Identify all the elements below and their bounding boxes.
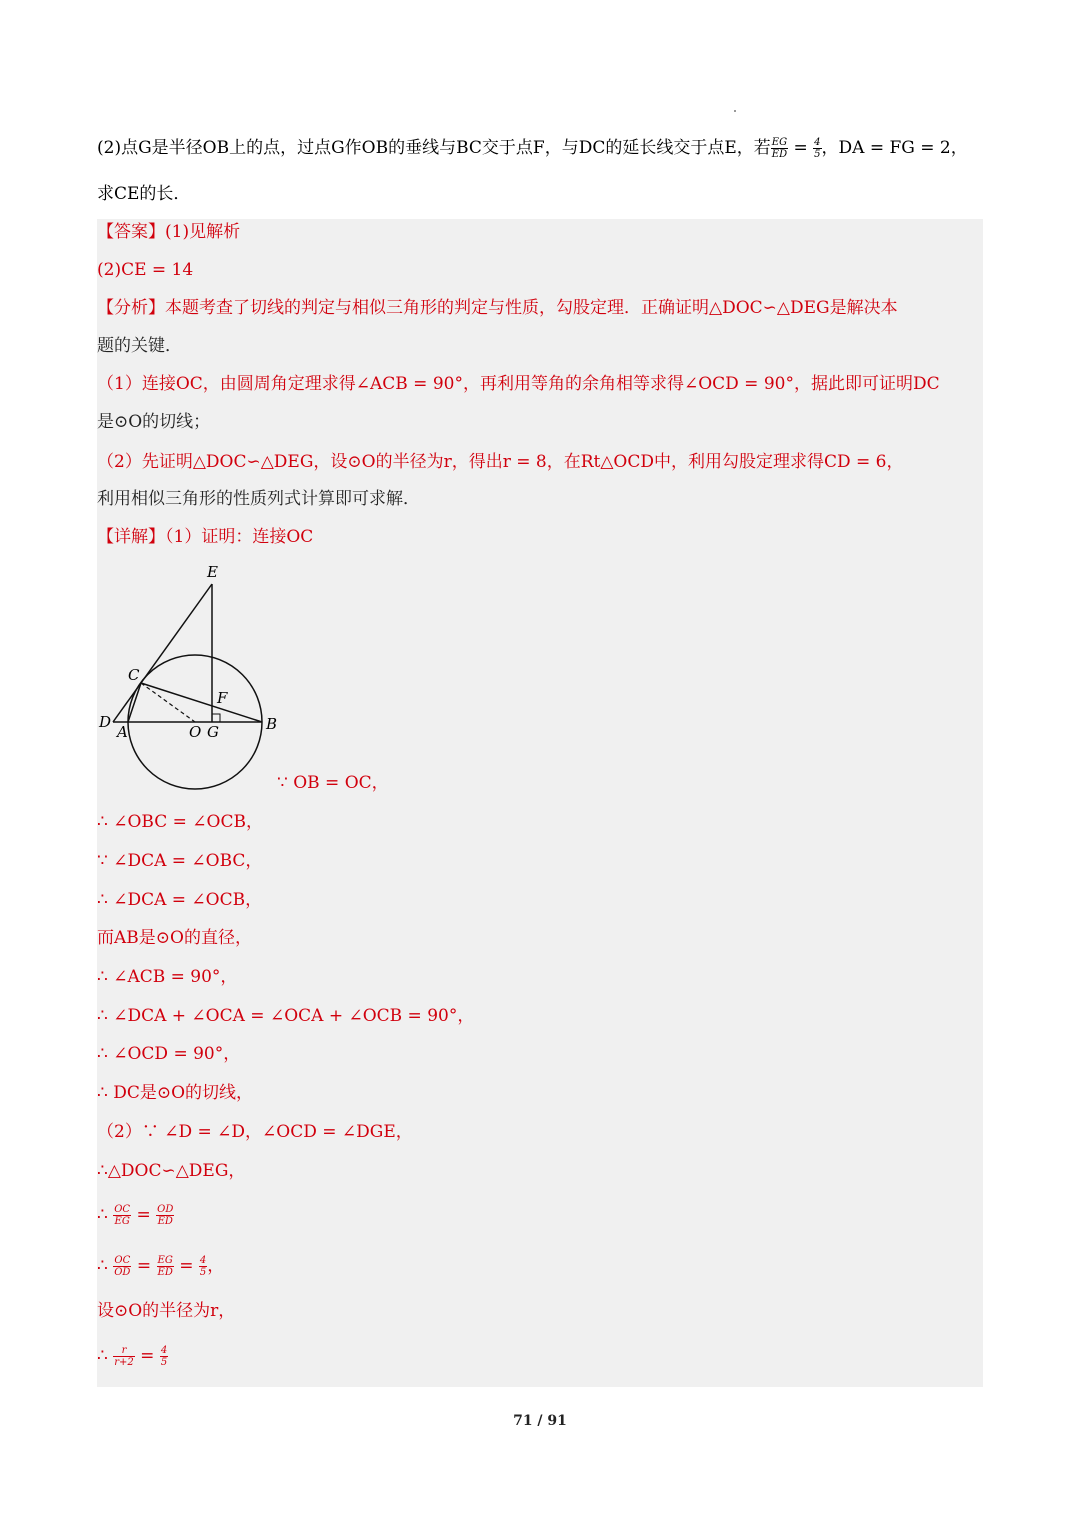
- denominator: EG: [114, 1216, 130, 1227]
- numerator: OC: [114, 1255, 131, 1266]
- therefore: ∴: [97, 1346, 108, 1366]
- equals: =: [131, 1205, 157, 1225]
- question-line-1: [97, 136, 968, 160]
- denominator: ED: [771, 149, 788, 160]
- equals: =: [134, 1346, 160, 1366]
- denominator: 5: [160, 1357, 168, 1368]
- fraction-eg-ed-2: [157, 1255, 174, 1278]
- fraction-line-3: [97, 1344, 168, 1368]
- denominator: ED: [157, 1267, 173, 1278]
- page-number: 71 / 91: [513, 1413, 567, 1429]
- numerator: EG: [157, 1255, 173, 1266]
- answer-part2: (2)CE = 14: [97, 260, 194, 280]
- line-cb: [141, 683, 262, 722]
- therefore: ∴: [97, 1256, 108, 1276]
- analysis-line-1: 【分析】本题考查了切线的判定与相似三角形的判定与性质，勾股定理．正确证明△DOC∽△DEG是解决本: [97, 298, 898, 318]
- numerator: r: [113, 1345, 135, 1357]
- step-4: ∴ ∠DCA = ∠OCB，: [97, 890, 263, 910]
- fraction-eg-ed: [771, 137, 788, 160]
- analysis-line-4: 是⊙O的切线；: [97, 412, 211, 432]
- analysis-line-2: 题的关键．: [97, 336, 182, 356]
- label-f: F: [217, 689, 228, 707]
- denominator: 5: [199, 1267, 207, 1278]
- label-a: A: [117, 723, 128, 741]
- step-2: ∴ ∠OBC = ∠OCB，: [97, 812, 263, 832]
- step-1: ∵ OB = OC，: [277, 773, 389, 793]
- geometry-figure: [97, 559, 287, 795]
- analysis-line-5: （2）先证明△DOC∽△DEG，设⊙O的半径为r，得出r = 8，在Rt△OCD中，利用勾股定理求得CD = 6，: [97, 452, 904, 472]
- question-text-end: ，DA = FG = 2，: [821, 138, 968, 158]
- speck: [734, 110, 736, 112]
- label-e: E: [207, 563, 218, 581]
- numerator: EG: [771, 137, 788, 148]
- label-d: D: [99, 713, 112, 731]
- right-angle-mark: [212, 714, 220, 722]
- numerator: OD: [157, 1204, 174, 1215]
- fraction-oc-eg: [113, 1204, 131, 1227]
- fraction-od-ed: [156, 1204, 174, 1227]
- fraction-line-2: [97, 1254, 224, 1278]
- line-oc-dashed: [141, 683, 195, 722]
- analysis-line-3: （1）连接OC，由圆周角定理求得∠ACB = 90°，再利用等角的余角相等求得∠OCD = 90°，据此即可证明DC: [97, 374, 940, 394]
- denominator: r+2: [114, 1357, 134, 1368]
- numerator: OC: [114, 1204, 131, 1215]
- equals: =: [131, 1256, 157, 1276]
- analysis-line-6: 利用相似三角形的性质列式计算即可求解．: [97, 489, 420, 509]
- fraction-4-5-3: [160, 1345, 168, 1368]
- step-9: ∴ DC是⊙O的切线，: [97, 1083, 254, 1103]
- detail-head: 【详解】（1）证明：连接OC: [97, 527, 314, 547]
- equals: =: [173, 1256, 199, 1276]
- post: ，: [207, 1256, 225, 1276]
- step-3: ∵ ∠DCA = ∠OBC，: [97, 851, 263, 871]
- answer-label: 【答案】(1)见解析: [97, 222, 241, 242]
- step-7: ∴ ∠DCA + ∠OCA = ∠OCA + ∠OCB = 90°，: [97, 1006, 475, 1026]
- denominator: OD: [114, 1267, 131, 1278]
- question-line-2: 求CE的长．: [97, 184, 191, 204]
- step-8: ∴ ∠OCD = 90°，: [97, 1044, 241, 1064]
- step-10: （2）∵ ∠D = ∠D，∠OCD = ∠DGE，: [97, 1122, 413, 1142]
- step-5: 而AB是⊙O的直径，: [97, 928, 252, 948]
- therefore: ∴: [97, 1205, 108, 1225]
- denominator: ED: [157, 1216, 173, 1227]
- fraction-4-5: [813, 137, 821, 160]
- denominator: 5: [814, 149, 821, 160]
- label-g: G: [207, 723, 219, 741]
- step-11: ∴△DOC∽△DEG，: [97, 1161, 246, 1181]
- line-ca: [128, 683, 141, 722]
- step-12: 设⊙O的半径为r，: [97, 1301, 236, 1321]
- solution-panel: [97, 219, 983, 1387]
- label-c: C: [128, 666, 140, 684]
- fraction-line-1: [97, 1203, 174, 1227]
- numerator: 4: [199, 1255, 207, 1266]
- fraction-oc-od: [113, 1255, 131, 1278]
- step-6: ∴ ∠ACB = 90°，: [97, 967, 238, 987]
- fraction-r-r2: [113, 1345, 135, 1368]
- numerator: 4: [814, 137, 821, 148]
- equals: =: [788, 138, 814, 158]
- label-o: O: [189, 723, 202, 741]
- question-text: (2)点G是半径OB上的点，过点G作OB的垂线与BC交于点F，与DC的延长线交于点E，若: [97, 138, 771, 158]
- numerator: 4: [160, 1345, 168, 1356]
- label-b: B: [266, 715, 278, 733]
